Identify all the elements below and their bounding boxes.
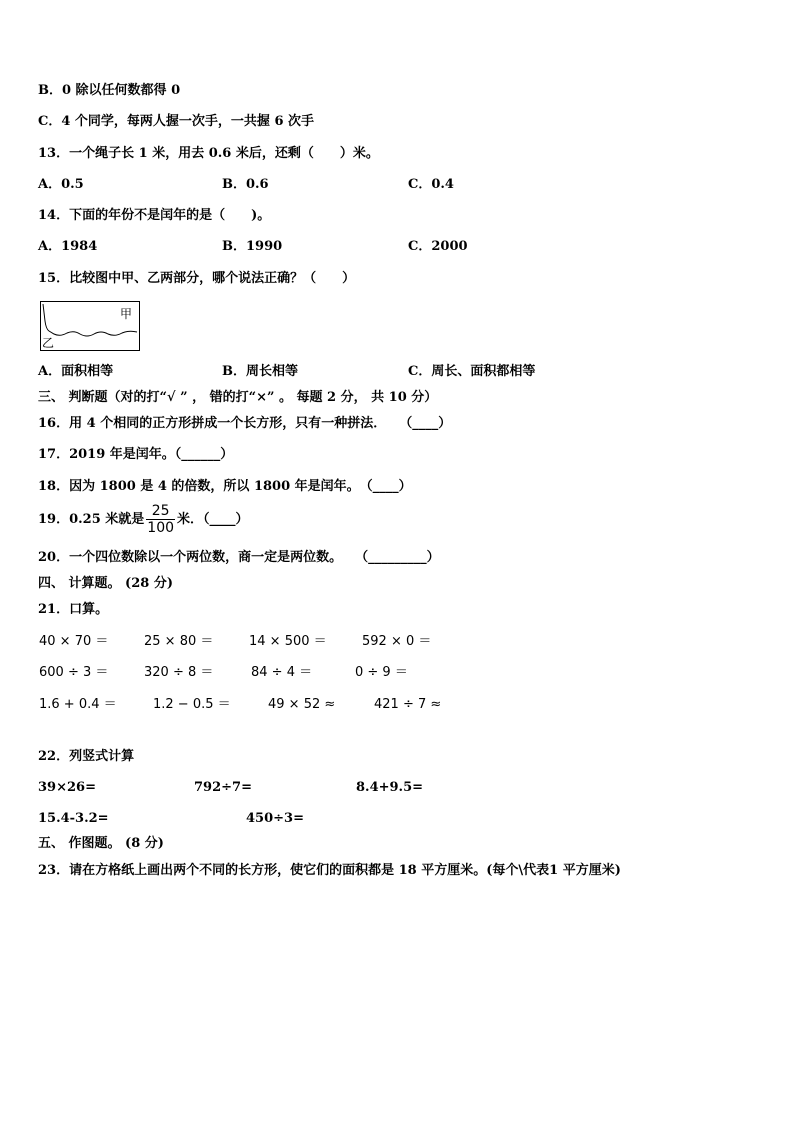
label-yi: 乙 [42, 336, 55, 350]
q13-option-b: B．0.6 [222, 177, 269, 192]
section-5-title: 五、 作图题。 (8 分) [38, 836, 164, 851]
oral-calc-item: 600 ÷ 3 ＝ [39, 665, 109, 680]
question-21: 21．口算。 [38, 602, 109, 617]
q13-option-c: C．0.4 [408, 177, 454, 192]
oral-calc-item: 1.6 + 0.4 ＝ [39, 697, 117, 712]
question-16: 16．用 4 个相同的正方形拼成一个长方形，只有一种拼法． （____） [38, 416, 452, 431]
oral-calc-item: 0 ÷ 9 ＝ [355, 665, 408, 680]
section-4-title: 四、 计算题。 (28 分) [38, 576, 173, 591]
question-17: 17．2019 年是闰年。（______） [38, 447, 234, 462]
question-18: 18．因为 1800 是 4 的倍数，所以 1800 年是闰年。 （____） [38, 479, 412, 494]
statement-b: B．0 除以任何数都得 0 [38, 83, 181, 98]
q14-option-c: C．2000 [408, 239, 468, 254]
q19-fraction [146, 503, 175, 536]
vertical-calc-item: 450÷3= [246, 811, 304, 826]
vertical-calc-item: 15.4-3.2= [38, 811, 109, 826]
jia-yi-figure [40, 301, 140, 351]
q15-option-a: A．面积相等 [38, 364, 114, 379]
q19-suffix: 米．（____） [177, 512, 249, 527]
q15-option-c: C．周长、面积都相等 [408, 364, 536, 379]
q14-option-a: A．1984 [38, 239, 98, 254]
vertical-calc-item: 8.4+9.5= [356, 780, 424, 795]
question-13: 13．一个绳子长 1 米，用去 0.6 米后，还剩（ ）米。 [38, 146, 379, 161]
oral-calc-item: 592 × 0 ＝ [362, 634, 432, 649]
q14-option-b: B．1990 [222, 239, 283, 254]
q19-denominator: 100 [147, 520, 175, 536]
vertical-calc-item: 792÷7= [194, 780, 252, 795]
section-3-title: 三、 判断题（对的打“√ ” ， 错的打“×” 。 每题 2 分， 共 10 分） [38, 390, 438, 405]
question-22: 22．列竖式计算 [38, 749, 135, 764]
oral-calc-item: 49 × 52 ≈ [268, 697, 336, 712]
oral-calc-item: 421 ÷ 7 ≈ [374, 697, 442, 712]
oral-calc-item: 320 ÷ 8 ＝ [144, 665, 214, 680]
vertical-calc-item: 39×26= [38, 780, 96, 795]
question-15: 15．比较图中甲、乙两部分，哪个说法正确？（ ） [38, 271, 356, 286]
q13-option-a: A．0.5 [38, 177, 84, 192]
question-23: 23．请在方格纸上画出两个不同的长方形，使它们的面积都是 18 平方厘米。(每个\代表1 平方厘米) [38, 863, 621, 878]
oral-calc-item: 84 ÷ 4 ＝ [251, 665, 313, 680]
oral-calc-item: 1.2 − 0.5 ＝ [153, 697, 231, 712]
oral-calc-item: 14 × 500 ＝ [249, 634, 327, 649]
oral-calc-item: 25 × 80 ＝ [144, 634, 214, 649]
question-19 [38, 502, 249, 538]
label-jia: 甲 [120, 307, 133, 321]
oral-calc-item: 40 × 70 ＝ [39, 634, 109, 649]
q19-prefix: 19．0.25 米就是 [38, 512, 145, 527]
question-14: 14．下面的年份不是闰年的是（ )。 [38, 208, 271, 223]
statement-c: C．4 个同学，每两人握一次手，一共握 6 次手 [38, 114, 315, 129]
q15-option-b: B．周长相等 [222, 364, 298, 379]
question-20: 20．一个四位数除以一个两位数，商一定是两位数。 （_________） [38, 550, 440, 565]
q19-numerator: 25 [146, 503, 175, 520]
